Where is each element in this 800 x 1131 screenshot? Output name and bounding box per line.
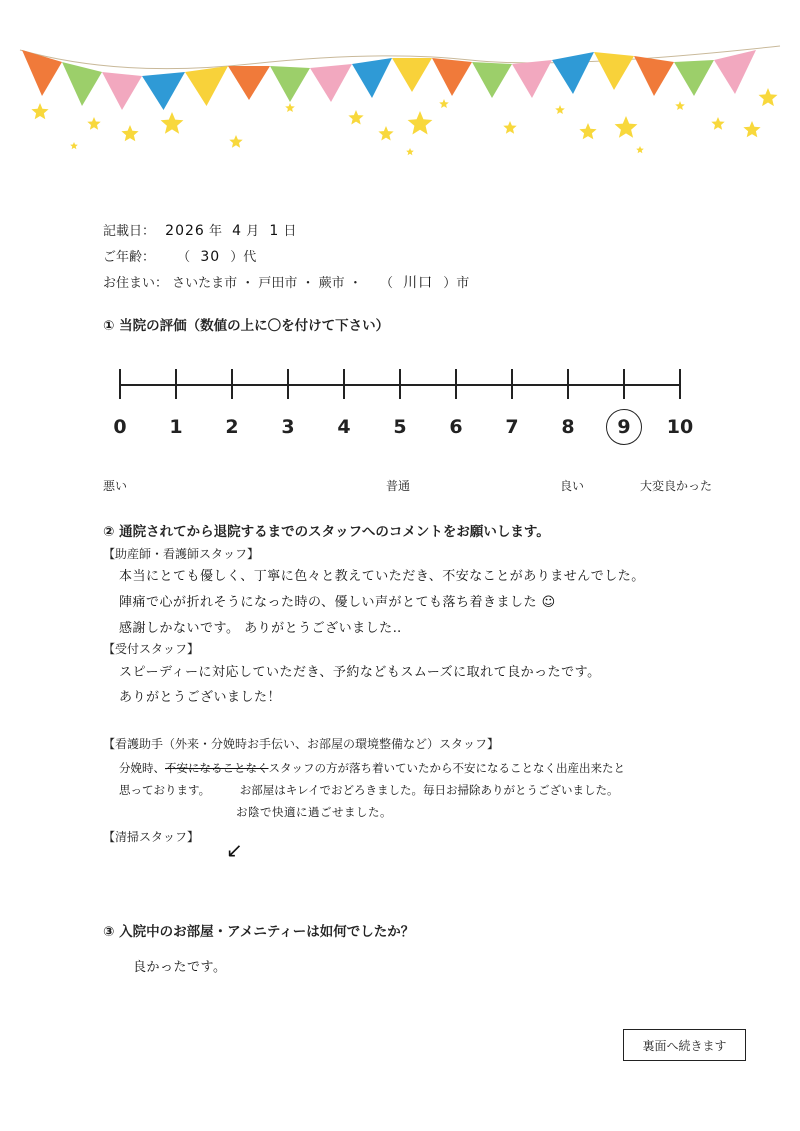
bunting-flag <box>142 72 185 110</box>
star-icon <box>615 116 638 138</box>
assistant-comment-line-3: お陰で快適に過ごせました。 <box>236 805 392 819</box>
star-icon <box>87 117 100 130</box>
date-year: 2026 <box>165 223 205 239</box>
scale-tick-9 <box>623 369 625 399</box>
star-icon <box>31 103 48 119</box>
assistant-staff-label: 【看護助手（外来・分娩時お手伝い、お部屋の環境整備など）スタッフ】 <box>103 737 500 751</box>
bunting-flag <box>594 52 634 90</box>
bunting-flag <box>352 58 392 98</box>
reception-staff-label: 【受付スタッフ】 <box>103 642 200 656</box>
age-value: 30 <box>200 249 221 265</box>
star-icon <box>503 121 516 134</box>
scale-tick-3 <box>287 369 289 399</box>
bunting-flag <box>392 58 432 92</box>
q2-title: ② 通院されてから退院するまでのスタッフへのコメントをお願いします。 <box>103 524 550 540</box>
scale-number-10: 10 <box>666 416 694 438</box>
star-icon <box>285 103 295 112</box>
rating-scale <box>100 360 740 450</box>
bunting-flag <box>62 62 102 106</box>
scale-tick-1 <box>175 369 177 399</box>
anchor-good: 良い <box>560 479 585 493</box>
star-icon <box>406 148 414 155</box>
age-field: ご年齢： （ 30 ）代 <box>103 249 257 265</box>
struck-text: 不安になることなく <box>165 761 269 775</box>
bunting-flag <box>674 60 714 96</box>
residence-value: 川口 <box>403 275 434 291</box>
scale-number-9: 9 <box>617 416 631 438</box>
star-icon <box>579 123 596 139</box>
bunting-flag <box>714 50 756 94</box>
reception-comment-line-1: スピーディーに対応していただき、予約などもスムーズに取れて良かったです。 <box>119 665 601 680</box>
cleaning-staff-label: 【清掃スタッフ】 <box>103 830 200 844</box>
nurse-comment-line-2: 陣痛で心が折れそうになった時の、優しい声がとても落ち着きました ☺ <box>119 595 556 610</box>
scale-tick-10 <box>679 369 681 399</box>
bunting-flag <box>185 66 228 106</box>
star-icon <box>439 99 449 108</box>
nurse-comment-line-1: 本当にとても優しく、丁寧に色々と教えていただき、不安なことがありませんでした。 <box>119 569 645 584</box>
q3-title: ③ 入院中のお部屋・アメニティーは如何でしたか？ <box>103 924 415 940</box>
bunting-flag <box>472 62 512 98</box>
star-icon <box>711 117 724 130</box>
scale-tick-7 <box>511 369 513 399</box>
star-icon <box>229 135 242 148</box>
star-icon <box>408 111 433 135</box>
bunting-flag <box>228 66 270 100</box>
scale-number-4: 4 <box>337 416 351 438</box>
bunting-decoration <box>0 0 800 170</box>
scale-number-1: 1 <box>169 416 183 438</box>
scale-tick-2 <box>231 369 233 399</box>
assistant-comment-line-1: 分娩時、不安になることなくスタッフの方が落ち着いていたから不安になることなく出産出来たと <box>119 761 625 775</box>
cleaning-arrow-icon: ↙ <box>226 838 244 862</box>
bunting-flag <box>310 64 352 102</box>
q3-comment: 良かったです。 <box>133 960 227 975</box>
star-icon <box>378 126 393 141</box>
bunting-flag <box>270 66 310 102</box>
scale-number-0: 0 <box>113 416 127 438</box>
bunting-flag <box>552 52 594 94</box>
scale-tick-0 <box>119 369 121 399</box>
bunting-flag <box>432 58 472 96</box>
anchor-very-good: 大変良かった <box>640 479 713 493</box>
bunting-flag <box>512 60 552 98</box>
star-icon <box>743 121 760 137</box>
bunting-flag <box>634 56 674 96</box>
scale-number-5: 5 <box>393 416 407 438</box>
star-icon <box>161 112 184 134</box>
date-day: 1 <box>269 223 280 239</box>
scale-number-7: 7 <box>505 416 519 438</box>
nurse-comment-line-3: 感謝しかないです。 ありがとうございました‥ <box>119 621 402 636</box>
star-icon <box>636 146 644 153</box>
scale-tick-8 <box>567 369 569 399</box>
scale-tick-4 <box>343 369 345 399</box>
scale-number-8: 8 <box>561 416 575 438</box>
star-icon <box>555 105 565 114</box>
star-icon <box>121 125 138 141</box>
bunting-flag <box>102 72 142 110</box>
scale-number-6: 6 <box>449 416 463 438</box>
scale-number-3: 3 <box>281 416 295 438</box>
star-icon <box>348 110 363 125</box>
selected-rating-circle <box>606 409 642 445</box>
star-icon <box>759 88 778 106</box>
reception-comment-line-2: ありがとうございました！ <box>119 690 282 705</box>
scale-tick-6 <box>455 369 457 399</box>
star-icon <box>70 142 78 149</box>
anchor-bad: 悪い <box>103 479 128 493</box>
residence-field: お住まい： さいたま市 ・ 戸田市 ・ 蕨市 ・ （ 川口 ）市 <box>103 275 470 291</box>
assistant-comment-line-2: 思っております。 お部屋はキレイでおどろきました。毎日お掃除ありがとうございました。 <box>119 783 619 797</box>
q1-title: ① 当院の評価（数値の上に〇を付けて下さい） <box>103 318 390 334</box>
date-field: 記載日： 2026 年 4 月 1 日 <box>103 223 297 239</box>
date-month: 4 <box>232 223 243 239</box>
continue-on-back-box: 裏面へ続きます <box>623 1029 746 1061</box>
scale-tick-5 <box>399 369 401 399</box>
bunting-flag <box>22 50 62 96</box>
nurse-staff-label: 【助産師・看護師スタッフ】 <box>103 547 260 561</box>
anchor-normal: 普通 <box>386 479 411 493</box>
star-icon <box>675 101 685 110</box>
scale-number-2: 2 <box>225 416 239 438</box>
